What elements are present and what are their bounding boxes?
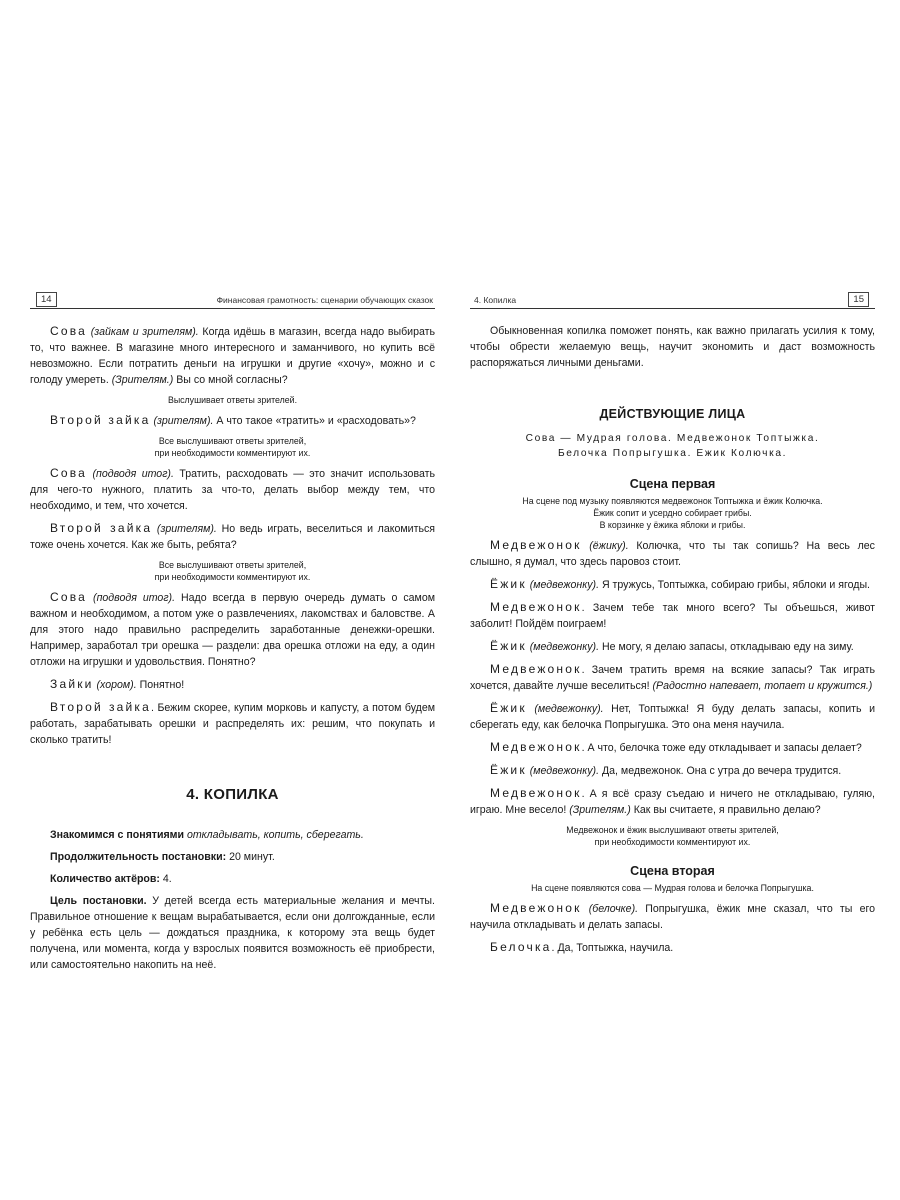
stage-direction: (зрителям). xyxy=(152,523,217,535)
stage-note xyxy=(470,495,875,531)
dialogue-line xyxy=(30,699,435,748)
speaker-name: Сова xyxy=(50,466,88,480)
line-text: Зачем тебе так много всего? Ты объешься, живот заболит! Пойдём поиграем! xyxy=(470,602,875,630)
left-page xyxy=(30,292,435,973)
cast-heading: ДЕЙСТВУЮЩИЕ ЛИЦА xyxy=(599,407,746,421)
stage-direction: (Радостно напевает, топает и кружится.) xyxy=(649,680,873,692)
stage-direction: . xyxy=(581,788,585,800)
dialogue-line xyxy=(470,739,875,756)
line-text: Вы со мной согласны? xyxy=(173,374,288,386)
stage-direction: (медвежонку). xyxy=(526,703,604,715)
dialogue-line xyxy=(30,520,435,553)
stage-direction: (подводя итог). xyxy=(87,468,174,480)
chapter-heading: 4. КОПИЛКА xyxy=(186,786,279,803)
line-text: А я всё сразу съедаю и ничего не откладываю, гуляю, играю. Мне весело! xyxy=(470,788,875,816)
speaker-name: Медвежонок xyxy=(490,740,582,754)
term-line xyxy=(30,893,435,973)
stage-note xyxy=(30,435,435,459)
stage-direction: . xyxy=(581,602,585,614)
cast-line: Сова — Мудрая голова. Медвежонок Топтыжка. xyxy=(525,433,820,444)
running-header xyxy=(30,292,435,309)
stage-note: На сцене появляются сова — Мудрая голова и белочка Попрыгушка. xyxy=(531,883,814,893)
term-label: Продолжительность постановки: xyxy=(50,851,227,863)
stage-note: Выслушивает ответы зрителей. xyxy=(167,395,298,405)
line-text: А что, белочка тоже еду откладывает и запасы делает? xyxy=(584,742,862,754)
term-line xyxy=(30,849,435,865)
speaker-name: Сова xyxy=(50,324,88,338)
line-text: Как вы считаете, я правильно делаю? xyxy=(630,804,821,816)
line-text: Зачем тратить время на всякие запасы? Так играть хочется, давайте лучше веселиться! xyxy=(470,664,875,692)
term-label: Количество актёров: xyxy=(50,873,160,885)
speaker-name: Ёжик xyxy=(490,577,527,591)
speaker-name: Ёжик xyxy=(490,639,527,653)
speaker-name: Ёжик xyxy=(490,763,527,777)
stage-note-line: На сцене под музыку появляются медвежонок Топтыжка и ёжик Колючка. xyxy=(522,496,823,506)
cast-list xyxy=(470,431,875,461)
stage-note-line: В корзинке у ёжика яблоки и грибы. xyxy=(599,520,746,530)
running-head-title: Финансовая грамотность: сценарии обучающих сказок xyxy=(216,295,433,305)
speaker-name: Белочка xyxy=(490,940,552,954)
line-text: Тратить, расходовать — это значит использовать для чего-то нужного, платить за что-то, делать выбор между тем, что необходимо, и тем, что хочется. xyxy=(30,468,435,512)
dialogue-line xyxy=(30,589,435,670)
dialogue-line xyxy=(470,661,875,694)
dialogue-line xyxy=(30,412,435,429)
scene-heading: Сцена первая xyxy=(629,477,716,491)
speaker-name: Сова xyxy=(50,590,88,604)
line-text: Когда идёшь в магазин, всегда надо выбирать то, что важнее. В магазине много интересного и заманчивого, но купить всё невозможно. Если потратить деньги на игрушки и другие «хочу», можно и с голоду умереть. xyxy=(30,326,435,386)
stage-direction: (медвежонку). xyxy=(526,641,600,653)
cast-line: Белочка Попрыгушка. Ежик Колючка. xyxy=(557,448,788,459)
speaker-name: Второй зайка xyxy=(50,521,153,535)
speaker-name: Медвежонок xyxy=(490,662,582,676)
dialogue-line xyxy=(30,676,435,693)
stage-note xyxy=(470,824,875,848)
page-number: 14 xyxy=(36,292,57,307)
dialogue-line xyxy=(470,785,875,818)
stage-direction: (белочке). xyxy=(581,903,639,915)
stage-direction: . xyxy=(581,742,585,754)
line-text: Понятно! xyxy=(136,679,185,691)
term-label: Знакомимся с понятиями xyxy=(50,829,184,841)
intro-paragraph: Обыкновенная копилка поможет понять, как важно прилагать усилия к тому, чтобы обрести желаемую вещь, научит экономить и даст возможность распоряжаться личными деньгами. xyxy=(470,325,875,369)
dialogue-line xyxy=(470,599,875,632)
dialogue-line xyxy=(470,700,875,733)
stage-direction: . xyxy=(581,664,585,676)
dialogue-line xyxy=(470,638,875,655)
term-value: 4. xyxy=(159,873,172,885)
term-label: Цель постановки. xyxy=(50,895,147,907)
stage-direction: (хором). xyxy=(93,679,137,691)
line-text: Надо всегда в первую очередь думать о самом важном и необходимом, а потом уже о развлечениях, лакомствах и баловстве. А для этого надо правильно распределить заработанные денежки-орешки. Например, заработал три орешка — раздели: два орешка отложи на еду, а один отложи на игрушки и удовольствия. Понятно? xyxy=(30,592,435,668)
dialogue-line xyxy=(30,465,435,514)
stage-direction: (зрителям). xyxy=(150,415,214,427)
stage-note-line: Все выслушивают ответы зрителей, xyxy=(158,436,307,446)
dialogue-line xyxy=(470,576,875,593)
line-text: Попрыгушка, ёжик мне сказал, что ты его научила откладывать и делать запасы. xyxy=(470,903,876,931)
dialogue-line xyxy=(470,537,875,570)
speaker-name: Зайки xyxy=(50,677,94,691)
stage-direction: . xyxy=(551,942,555,954)
line-text: Нет, Топтыжка! Я буду делать запасы, копить и сберегать еду, как белочка Попрыгушка. Это она меня научила. xyxy=(470,703,876,731)
speaker-name: Второй зайка xyxy=(50,700,152,714)
stage-note xyxy=(30,559,435,583)
dialogue-line xyxy=(30,323,435,388)
stage-direction: (медвежонку). xyxy=(526,579,600,591)
term-line xyxy=(30,871,435,887)
stage-direction: (медвежонку). xyxy=(526,765,600,777)
speaker-name: Ёжик xyxy=(490,701,527,715)
term-line xyxy=(30,827,435,843)
line-text: Не могу, я делаю запасы, откладываю еду на зиму. xyxy=(599,641,854,653)
stage-note-line: при необходимости комментируют их. xyxy=(594,837,751,847)
scene-heading: Сцена вторая xyxy=(630,864,715,878)
line-text: Колючка, что ты так сопишь? На весь лес слышно, я думал, что здесь паровоз стоит. xyxy=(470,540,875,568)
line-text: Да, медвежонок. Она с утра до вечера трудится. xyxy=(599,765,842,777)
line-text: А что такое «тратить» и «расходовать»? xyxy=(213,415,416,427)
speaker-name: Медвежонок xyxy=(490,786,582,800)
stage-note-line: Медвежонок и ёжик выслушивают ответы зрителей, xyxy=(566,825,779,835)
running-header xyxy=(470,292,875,309)
speaker-name: Второй зайка xyxy=(50,413,151,427)
stage-direction: (ёжику). xyxy=(581,540,629,552)
speaker-name: Медвежонок xyxy=(490,538,582,552)
running-head-title: 4. Копилка xyxy=(474,295,517,305)
speaker-name: Медвежонок xyxy=(490,901,582,915)
stage-note-line: при необходимости комментируют их. xyxy=(154,448,311,458)
stage-direction: (подводя итог). xyxy=(87,592,176,604)
dialogue-line xyxy=(470,900,875,933)
stage-direction: (Зрителям.) xyxy=(108,374,174,386)
stage-direction: (Зрителям.) xyxy=(566,804,631,816)
line-text: Я тружусь, Топтыжка, собираю грибы, яблоки и ягоды. xyxy=(599,579,870,591)
stage-note-line: Все выслушивают ответы зрителей, xyxy=(158,560,307,570)
dialogue-line xyxy=(470,939,875,956)
line-text: Но ведь играть, веселиться и лакомиться тоже очень хочется. Как же быть, ребята? xyxy=(30,523,435,551)
stage-note-line: Ёжик сопит и усердно собирает грибы. xyxy=(593,508,752,518)
right-page xyxy=(470,292,875,956)
speaker-name: Медвежонок xyxy=(490,600,582,614)
line-text: Бежим скорее, купим морковь и капусту, а потом будем работать, зарабатывать орешки и распределять их: решим, что покупать и сколько тратить! xyxy=(30,702,436,746)
term-value: 20 минут. xyxy=(226,851,275,863)
stage-direction: (зайкам и зрителям). xyxy=(87,326,199,338)
page-number: 15 xyxy=(848,292,869,307)
stage-note-line: при необходимости комментируют их. xyxy=(154,572,311,582)
dialogue-line xyxy=(470,762,875,779)
term-value: У детей всегда есть материальные желания и мечты. Правильное отношение к вещам вырабатывается, если они долгожданные, если у ребёнка есть цель — дождаться праздника, к которому эта вещь будет получена, или момента, когда у взрослых появится возможность её приобрести, или самостоятельно накопить на неё. xyxy=(30,895,435,971)
line-text: Да, Топтыжка, научила. xyxy=(554,942,674,954)
term-value: откладывать, копить, сберегать. xyxy=(184,829,364,841)
stage-direction: . xyxy=(151,702,154,714)
